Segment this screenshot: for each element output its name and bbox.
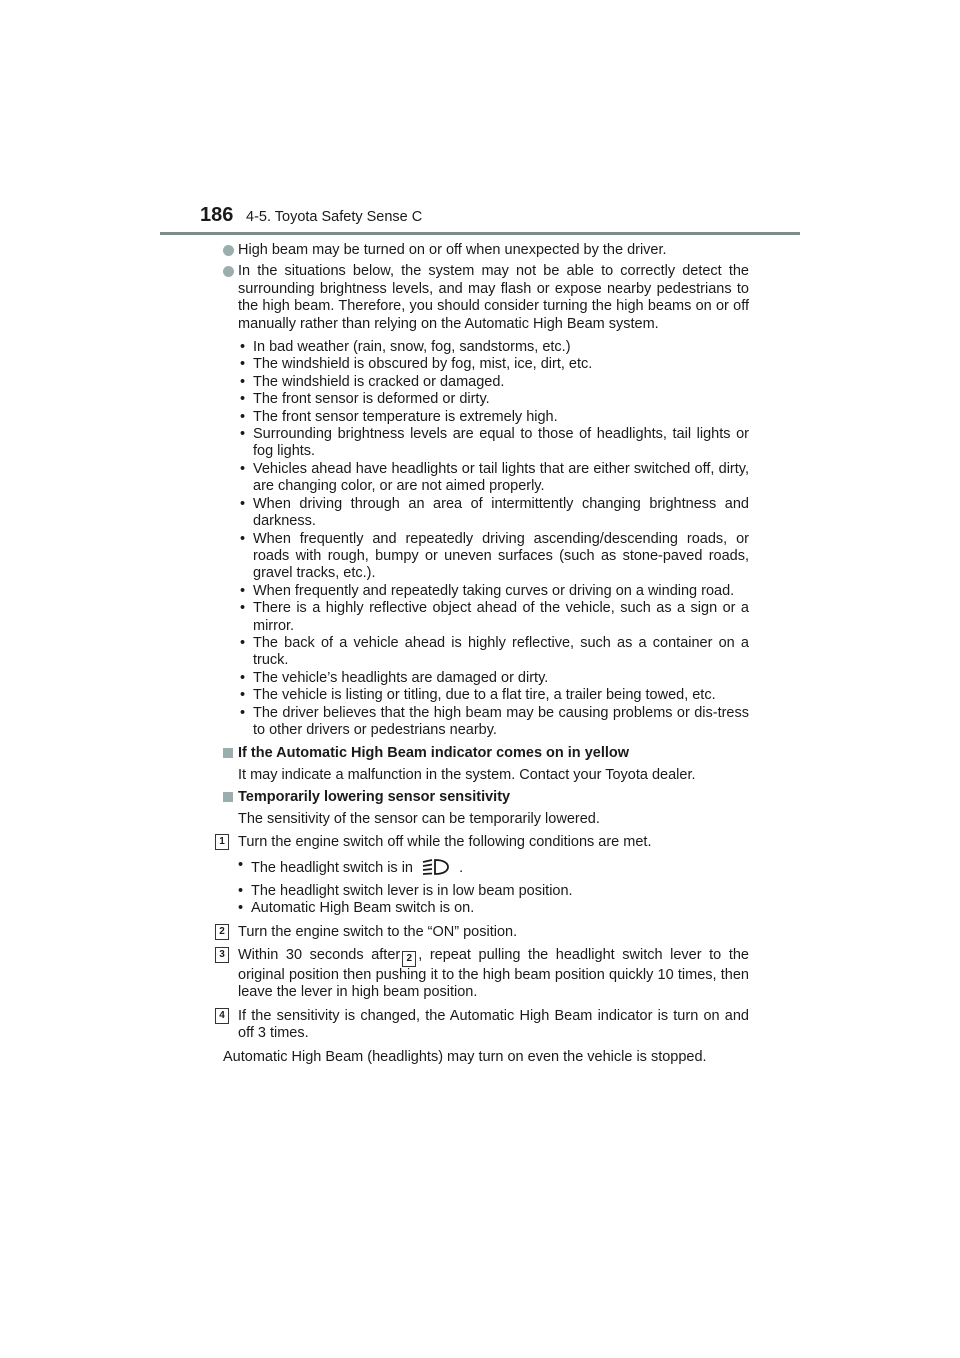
page-content [219, 242, 749, 1066]
step-reference-badge: 2 [402, 951, 416, 967]
list-item: • There is a highly reflective object ahead of the vehicle, such as a sign or a mirror. [240, 600, 749, 634]
list-item: • The back of a vehicle ahead is highly reflective, such as a container on a truck. [240, 634, 749, 669]
bullet-situations: In the situations below, the system may not be able to correctly detect the surrounding brightness levels, and may flash or expose nearby pedestrians to the high beam. Therefore, you should consider turning the high beams on or off manually rather than relying on the Automatic High Beam system. [223, 263, 749, 333]
heading-square-icon [223, 792, 233, 802]
heading-yellow-indicator: If the Automatic High Beam indicator comes on in yellow [223, 745, 749, 762]
step-number-badge: 4 [215, 1008, 229, 1024]
list-item: • Vehicles ahead have headlights or tail lights that are either switched off, dirty, are changing color, or are not aimed properly. [240, 460, 749, 495]
list-item: • The windshield is cracked or damaged. [240, 373, 505, 390]
heading-sensitivity: Temporarily lowering sensor sensitivity [223, 789, 749, 806]
list-item: • The headlight switch is in . [238, 857, 749, 882]
list-item: • When frequently and repeatedly taking curves or driving on a winding road. [240, 582, 735, 599]
step-1-conditions [238, 857, 749, 917]
list-item: • Surrounding brightness levels are equal to those of headlights, tail lights or fog lights. [240, 426, 749, 460]
sensitivity-intro: The sensitivity of the sensor can be temporarily lowered. [238, 810, 600, 827]
heading-square-icon [223, 748, 233, 758]
stopped-vehicle-note: Automatic High Beam (headlights) may turn on even the vehicle is stopped. [223, 1048, 707, 1065]
situation-list [240, 339, 749, 739]
section-title: 4-5. Toyota Safety Sense C [246, 209, 423, 225]
list-item: • The vehicle’s headlights are damaged or dirty. [240, 669, 549, 686]
step-number-badge: 1 [215, 834, 229, 850]
bullet-dot-icon [223, 245, 234, 256]
list-item: • The headlight switch lever is in low beam position. [238, 882, 573, 899]
list-item: • In bad weather (rain, snow, fog, sandstorms, etc.) [240, 339, 571, 356]
list-item: • The driver believes that the high beam may be causing problems or dis-tress to other drivers or pedestrians nearby. [240, 704, 749, 738]
step-1: 1 Turn the engine switch off while the following conditions are met. • The headlight switch is in . • The headlight switch lever is in low beam position. • Automatic High Beam switch is on. [223, 834, 749, 918]
list-item: • When frequently and repeatedly driving ascending/descending roads, or roads with rough, bumpy or uneven surfaces (such as stone-paved roads, gravel tracks, etc.). [240, 530, 749, 582]
step-2: 2 Turn the engine switch to the “ON” position. [223, 924, 749, 941]
list-item: • The front sensor is deformed or dirty. [240, 391, 490, 408]
list-item: • The windshield is obscured by fog, mist, ice, dirt, etc. [240, 356, 593, 373]
list-item: • The vehicle is listing or titling, due to a flat tire, a trailer being towed, etc. [240, 687, 716, 704]
step-4: 4 If the sensitivity is changed, the Automatic High Beam indicator is turn on and off 3 times. [223, 1008, 749, 1043]
list-item: • When driving through an area of intermittently changing brightness and darkness. [240, 495, 749, 530]
list-item: • Automatic High Beam switch is on. [238, 900, 475, 917]
step-number-badge: 3 [215, 947, 229, 963]
page-number: 186 [200, 204, 234, 226]
list-item: • The front sensor temperature is extremely high. [240, 408, 558, 425]
step-number-badge: 2 [215, 924, 229, 940]
bullet-high-beam-unexpected: High beam may be turned on or off when unexpected by the driver. [223, 242, 749, 259]
bullet-dot-icon [223, 266, 234, 277]
yellow-indicator-text: It may indicate a malfunction in the system. Contact your Toyota dealer. [238, 766, 696, 783]
low-beam-headlight-icon [421, 857, 451, 882]
header-rule [160, 232, 800, 235]
step-3: 3 Within 30 seconds after 2 , repeat pulling the headlight switch lever to the original position then pushing it to the high beam position quickly 10 times, then leave the lever in high beam position. [223, 947, 749, 1002]
